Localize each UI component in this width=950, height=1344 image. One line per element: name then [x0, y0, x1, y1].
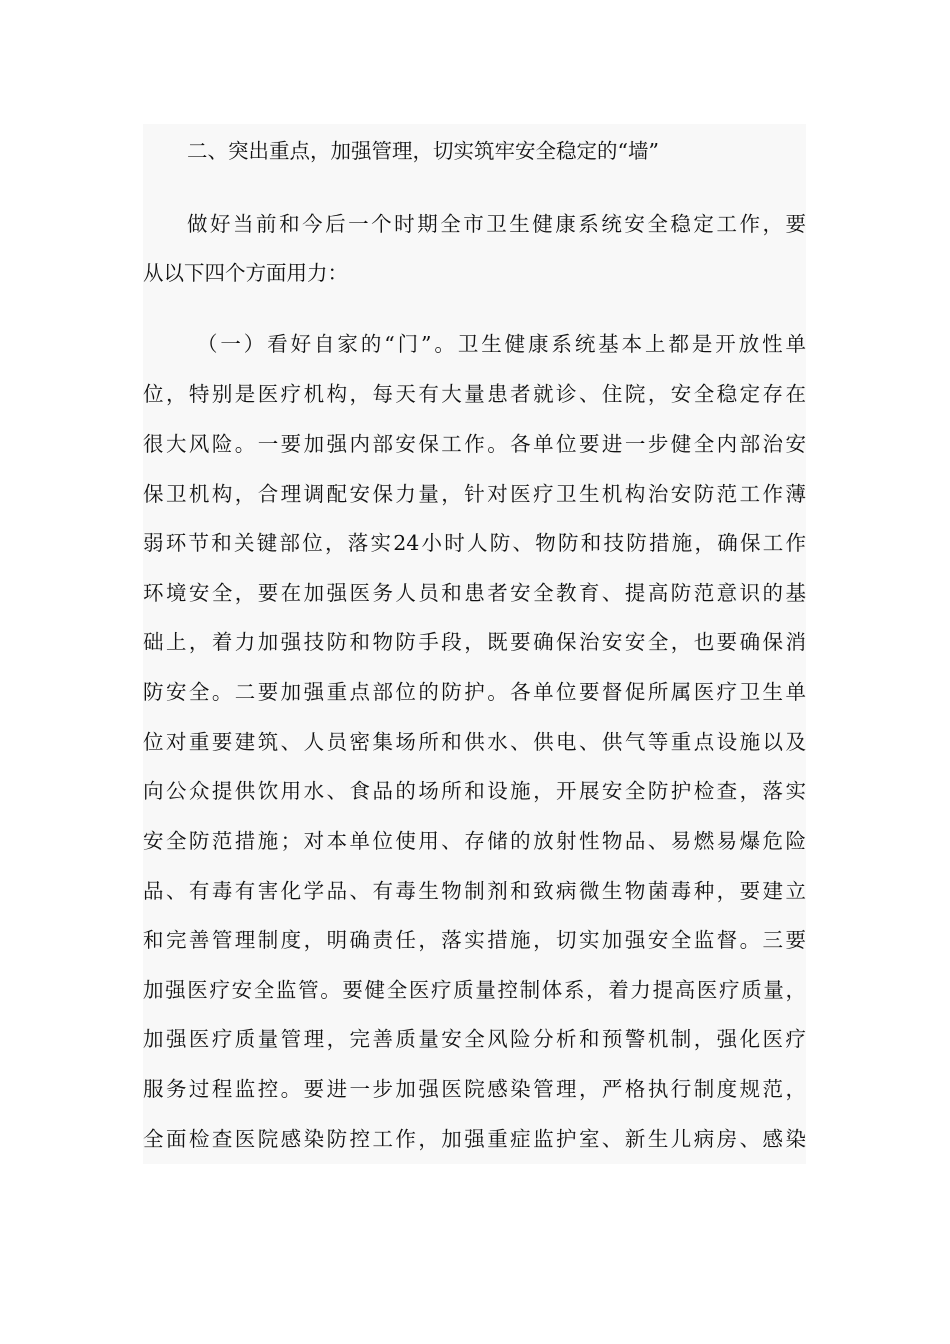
paragraph-line-7: 础上，着力加强技防和物防手段，既要确保治安安全，也要确保消	[143, 630, 806, 654]
paragraph-line-2: 位，特别是医疗机构，每天有大量患者就诊、住院，安全稳定存在	[143, 382, 806, 406]
paragraph-line-10: 向公众提供饮用水、食品的场所和设施，开展安全防护检查，落实	[143, 779, 806, 803]
paragraph-line-16: 服务过程监控。要进一步加强医院感染管理，严格执行制度规范，	[143, 1077, 806, 1101]
paragraph-line-12: 品、有毒有害化学品、有毒生物制剂和致病微生物菌毒种，要建立	[143, 879, 806, 903]
paragraph-line-15: 加强医疗质量管理，完善质量安全风险分析和预警机制，强化医疗	[143, 1027, 806, 1051]
document-text-block	[143, 124, 806, 1164]
paragraph-line-13: 和完善管理制度，明确责任，落实措施，切实加强安全监督。三要	[143, 928, 806, 952]
paragraph-line-8: 防安全。二要加强重点部位的防护。各单位要督促所属医疗卫生单	[143, 680, 806, 704]
paragraph-line-14: 加强医疗安全监管。要健全医疗质量控制体系，着力提高医疗质量，	[143, 978, 806, 1002]
intro-line-2: 从以下四个方面用力：	[143, 261, 348, 285]
paragraph-line-5: 弱环节和关键部位，落实24小时人防、物防和技防措施，确保工作	[143, 531, 806, 555]
paragraph-line-4: 保卫机构，合理调配安保力量，针对医疗卫生机构治安防范工作薄	[143, 482, 806, 506]
intro-line-1: 做好当前和今后一个时期全市卫生健康系统安全稳定工作，要	[187, 212, 806, 236]
paragraph-line-6: 环境安全，要在加强医务人员和患者安全教育、提高防范意识的基	[143, 581, 806, 605]
paragraph-line-17: 全面检查医院感染防控工作，加强重症监护室、新生儿病房、感染	[143, 1127, 806, 1151]
paragraph-line-11: 安全防范措施；对本单位使用、存储的放射性物品、易燃易爆危险	[143, 829, 806, 853]
paragraph-line-1: （一）看好自家的“门”。卫生健康系统基本上都是开放性单	[197, 332, 806, 356]
section-heading: 二、突出重点，加强管理，切实筑牢安全稳定的“墙”	[187, 139, 659, 163]
paragraph-line-3: 很大风险。一要加强内部安保工作。各单位要进一步健全内部治安	[143, 432, 806, 456]
paragraph-line-9: 位对重要建筑、人员密集场所和供水、供电、供气等重点设施以及	[143, 730, 806, 754]
